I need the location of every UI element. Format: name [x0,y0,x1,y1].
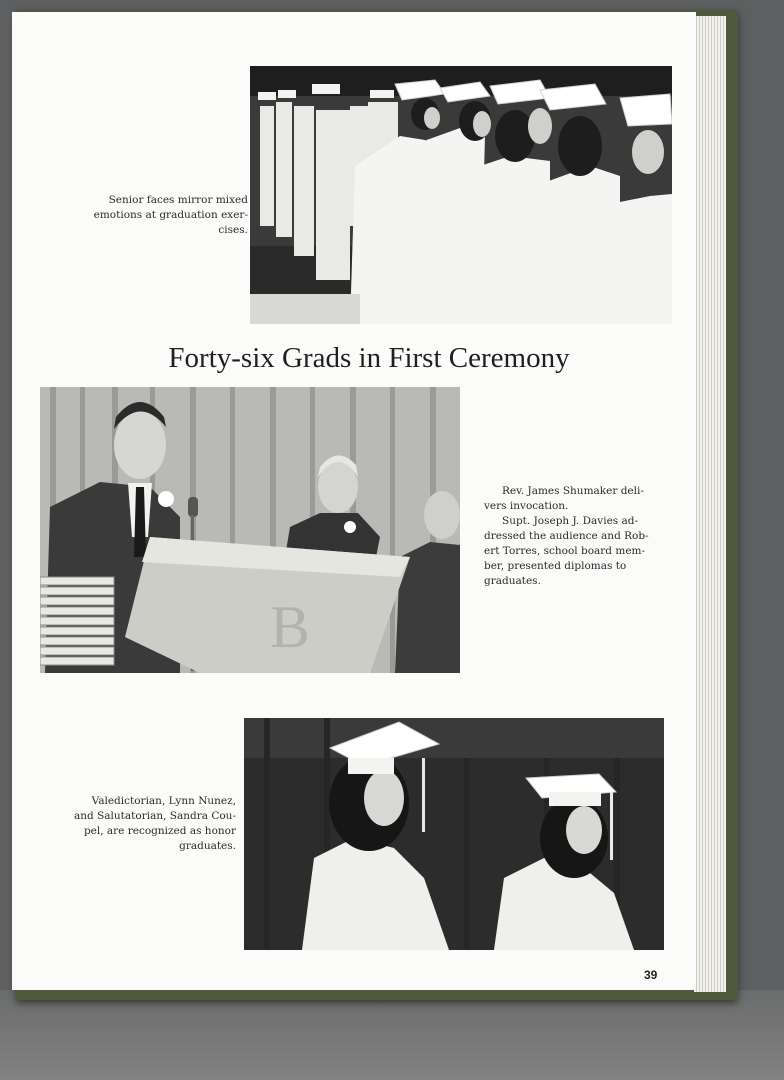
table-surface [0,990,784,1080]
page-headline: Forty-six Grads in First Ceremony [168,342,570,374]
honor-graduates-photo [244,718,664,950]
yearbook-page [12,12,696,990]
page-number: 39 [644,968,658,982]
graduates-line-photo [250,66,672,324]
bottom-photo-caption: Valedictorian, Lynn Nunez, and Salutatorian, Sandra Cou- pel, are recognized as honor graduates. [74,795,236,852]
podium-speakers-photo [40,387,460,673]
svg-text:B: B [269,594,311,660]
caption-invocation: Rev. James Shumaker deli-vers invocation. [484,485,644,512]
caption-diplomas: Supt. Joseph J. Davies ad-dressed the audience and Rob-ert Torres, school board mem-ber, presented diplomas to graduates. [484,515,649,587]
top-photo-caption: Senior faces mirror mixed emotions at graduation exer- cises. [93,194,248,236]
page-edges [694,16,726,992]
